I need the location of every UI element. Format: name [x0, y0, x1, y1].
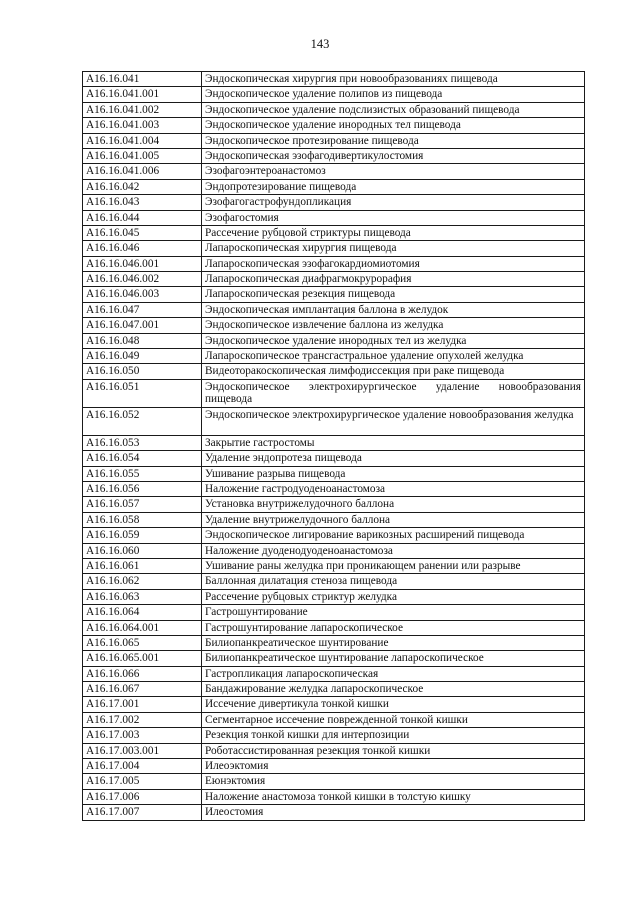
procedure-code-cell: A16.16.041.002 [83, 102, 202, 117]
procedures-table [82, 71, 585, 821]
table-row [83, 349, 585, 364]
table-row [83, 118, 585, 133]
table-row [83, 451, 585, 466]
table-row [83, 87, 585, 102]
procedure-code-cell: A16.16.047 [83, 302, 202, 317]
procedure-code-cell: A16.16.064.001 [83, 620, 202, 635]
procedure-code-cell: A16.16.043 [83, 195, 202, 210]
table-row [83, 666, 585, 681]
procedure-code-cell: A16.16.054 [83, 451, 202, 466]
procedure-code-cell: A16.16.056 [83, 481, 202, 496]
procedure-code-cell: A16.16.041.005 [83, 148, 202, 163]
procedure-code-cell: A16.16.057 [83, 497, 202, 512]
procedure-name-cell: Эзофагостомия [202, 210, 585, 225]
procedure-code-cell: A16.16.061 [83, 558, 202, 573]
procedure-code-cell: A16.16.055 [83, 466, 202, 481]
table-row [83, 558, 585, 573]
table-row [83, 743, 585, 758]
procedure-name-cell: Удаление внутрижелудочного баллона [202, 512, 585, 527]
procedure-name-cell: Эндоскопическое удаление полипов из пищевода [202, 87, 585, 102]
table-row [83, 195, 585, 210]
procedure-name-cell: Роботассистированная резекция тонкой кишки [202, 743, 585, 758]
procedure-code-cell: A16.16.053 [83, 435, 202, 450]
procedure-code-cell: A16.16.066 [83, 666, 202, 681]
table-row [83, 605, 585, 620]
table-row [83, 210, 585, 225]
table-row [83, 574, 585, 589]
procedure-name-cell: Рассечение рубцовой стриктуры пищевода [202, 225, 585, 240]
procedure-name-cell: Лапароскопическая диафрагмокрурорафия [202, 272, 585, 287]
procedure-name-cell: Эндоскопическая имплантация баллона в желудок [202, 302, 585, 317]
table-row [83, 407, 585, 435]
table-row [83, 728, 585, 743]
procedure-name-cell: Илеостомия [202, 805, 585, 820]
procedure-name-cell: Наложение гастродуоденоанастомоза [202, 481, 585, 496]
table-row [83, 133, 585, 148]
table-row [83, 179, 585, 194]
procedure-code-cell: A16.16.046 [83, 241, 202, 256]
procedure-code-cell: A16.17.004 [83, 759, 202, 774]
procedure-name-cell: Еюнэктомия [202, 774, 585, 789]
procedure-code-cell: A16.16.041.003 [83, 118, 202, 133]
procedure-code-cell: A16.16.065 [83, 635, 202, 650]
table-row [83, 635, 585, 650]
procedure-code-cell: A16.16.065.001 [83, 651, 202, 666]
table-row [83, 435, 585, 450]
procedure-code-cell: A16.17.003 [83, 728, 202, 743]
procedure-name-cell: Лапароскопическая эзофагокардиомиотомия [202, 256, 585, 271]
procedure-name-cell: Рассечение рубцовых стриктур желудка [202, 589, 585, 604]
procedure-code-cell: A16.16.045 [83, 225, 202, 240]
procedure-name-cell: Лапароскопическое трансгастральное удаление опухолей желудка [202, 349, 585, 364]
procedure-code-cell: A16.16.046.001 [83, 256, 202, 271]
procedure-name-cell: Лапароскопическая резекция пищевода [202, 287, 585, 302]
procedure-name-cell: Эндоскопическая эзофагодивертикулостомия [202, 148, 585, 163]
procedure-name-cell: Эзофагоэнтероанастомоз [202, 164, 585, 179]
procedure-code-cell: A16.16.051 [83, 379, 202, 407]
table-row [83, 759, 585, 774]
table-row [83, 697, 585, 712]
procedure-name-cell: Илеоэктомия [202, 759, 585, 774]
table-row [83, 148, 585, 163]
table-row [83, 302, 585, 317]
procedure-code-cell: A16.16.046.003 [83, 287, 202, 302]
procedure-code-cell: A16.16.064 [83, 605, 202, 620]
procedure-code-cell: A16.16.046.002 [83, 272, 202, 287]
procedure-code-cell: A16.17.002 [83, 712, 202, 727]
procedure-name-cell: Гастрошунтирование [202, 605, 585, 620]
procedure-code-cell: A16.17.005 [83, 774, 202, 789]
procedure-code-cell: A16.17.001 [83, 697, 202, 712]
procedure-code-cell: A16.16.050 [83, 364, 202, 379]
procedure-code-cell: A16.16.041.004 [83, 133, 202, 148]
procedure-name-cell: Удаление эндопротеза пищевода [202, 451, 585, 466]
procedure-code-cell: A16.16.044 [83, 210, 202, 225]
procedure-name-cell: Видеоторакоскопическая лимфодиссекция при раке пищевода [202, 364, 585, 379]
procedure-code-cell: A16.16.062 [83, 574, 202, 589]
table-row [83, 543, 585, 558]
procedure-code-cell: A16.16.058 [83, 512, 202, 527]
table-row [83, 528, 585, 543]
procedure-code-cell: A16.16.041 [83, 72, 202, 87]
table-row [83, 364, 585, 379]
procedure-name-cell: Ушивание разрыва пищевода [202, 466, 585, 481]
table-row [83, 466, 585, 481]
procedure-code-cell: A16.16.041.006 [83, 164, 202, 179]
procedure-name-cell: Эндоскопическое удаление инородных тел из желудка [202, 333, 585, 348]
procedure-name-cell: Эндоскопическое удаление инородных тел пищевода [202, 118, 585, 133]
procedures-table-body [83, 72, 585, 821]
page-number: 143 [310, 37, 330, 51]
table-row [83, 712, 585, 727]
procedure-name-cell: Эндоскопическое электрохирургическое удаление новообразования желудка [202, 407, 585, 435]
procedure-name-cell: Гастрошунтирование лапароскопическое [202, 620, 585, 635]
table-row [83, 72, 585, 87]
table-row [83, 805, 585, 820]
procedure-code-cell: A16.17.006 [83, 789, 202, 804]
procedure-code-cell: A16.16.042 [83, 179, 202, 194]
table-row [83, 379, 585, 407]
procedure-code-cell: A16.16.063 [83, 589, 202, 604]
procedure-name-cell: Билиопанкреатическое шунтирование [202, 635, 585, 650]
procedure-name-cell: Эндоскопическое лигирование варикозных расширений пищевода [202, 528, 585, 543]
table-row [83, 241, 585, 256]
procedure-code-cell: A16.16.059 [83, 528, 202, 543]
procedure-code-cell: A16.16.047.001 [83, 318, 202, 333]
procedure-name-cell: Эндоскопическая хирургия при новообразованиях пищевода [202, 72, 585, 87]
table-row [83, 682, 585, 697]
procedure-name-cell: Установка внутрижелудочного баллона [202, 497, 585, 512]
table-row [83, 256, 585, 271]
procedure-code-cell: A16.17.007 [83, 805, 202, 820]
procedure-code-cell: A16.16.048 [83, 333, 202, 348]
procedure-name-cell: Резекция тонкой кишки для интерпозиции [202, 728, 585, 743]
table-row [83, 497, 585, 512]
procedure-name-cell: Гастропликация лапароскопическая [202, 666, 585, 681]
table-row [83, 333, 585, 348]
procedure-name-cell: Закрытие гастростомы [202, 435, 585, 450]
procedure-name-cell: Сегментарное иссечение поврежденной тонкой кишки [202, 712, 585, 727]
procedure-name-cell: Баллонная дилатация стеноза пищевода [202, 574, 585, 589]
table-row [83, 512, 585, 527]
procedure-name-cell: Эндоскопическое удаление подслизистых образований пищевода [202, 102, 585, 117]
procedure-code-cell: A16.16.067 [83, 682, 202, 697]
procedure-code-cell: A16.16.041.001 [83, 87, 202, 102]
table-row [83, 287, 585, 302]
procedure-code-cell: A16.16.060 [83, 543, 202, 558]
table-row [83, 589, 585, 604]
table-row [83, 164, 585, 179]
procedure-name-cell: Эндоскопическое извлечение баллона из желудка [202, 318, 585, 333]
procedure-code-cell: A16.16.049 [83, 349, 202, 364]
table-row [83, 225, 585, 240]
table-row [83, 272, 585, 287]
procedure-name-cell: Наложение анастомоза тонкой кишки в толстую кишку [202, 789, 585, 804]
procedure-code-cell: A16.16.052 [83, 407, 202, 435]
procedure-name-cell: Ушивание раны желудка при проникающем ранении или разрыве [202, 558, 585, 573]
procedure-name-cell: Эндоскопическое протезирование пищевода [202, 133, 585, 148]
procedure-name-cell: Лапароскопическая хирургия пищевода [202, 241, 585, 256]
procedure-name-cell: Эндопротезирование пищевода [202, 179, 585, 194]
table-row [83, 102, 585, 117]
table-row [83, 774, 585, 789]
procedure-name-cell: Иссечение дивертикула тонкой кишки [202, 697, 585, 712]
table-row [83, 789, 585, 804]
table-row [83, 318, 585, 333]
procedure-name-cell: Эзофагогастрофундопликация [202, 195, 585, 210]
procedure-name-cell: Билиопанкреатическое шунтирование лапароскопическое [202, 651, 585, 666]
procedure-name-cell: Эндоскопическое электрохирургическое удаление новообразования пищевода [202, 379, 585, 407]
table-row [83, 651, 585, 666]
procedure-code-cell: A16.17.003.001 [83, 743, 202, 758]
procedure-name-cell: Бандажирование желудка лапароскопическое [202, 682, 585, 697]
procedure-name-cell: Наложение дуоденодуоденоанастомоза [202, 543, 585, 558]
table-row [83, 481, 585, 496]
table-row [83, 620, 585, 635]
